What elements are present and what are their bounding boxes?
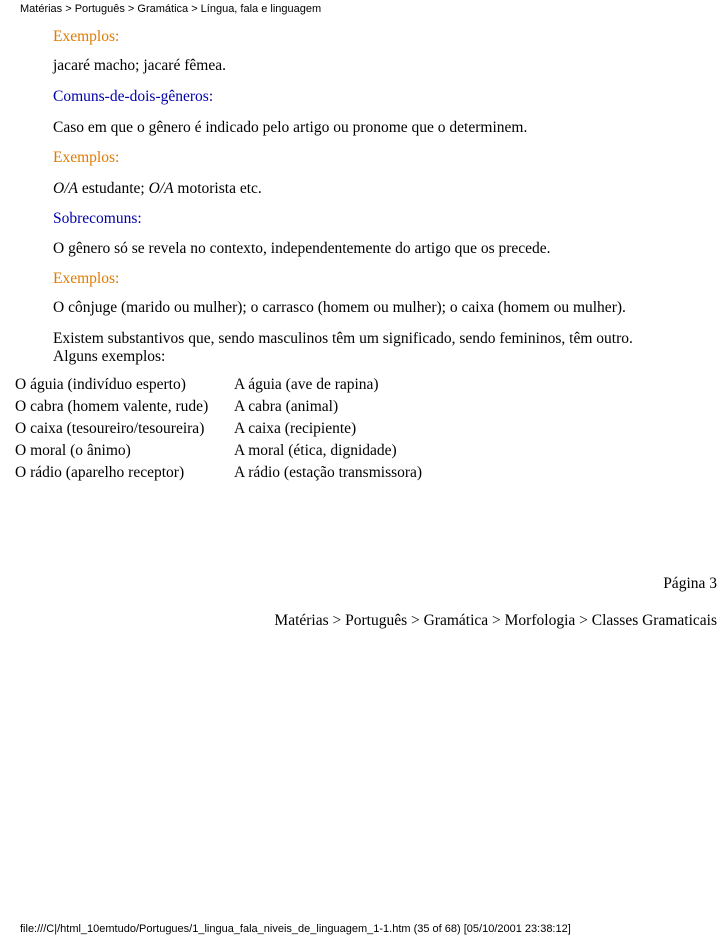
example-3: O cônjuge (marido ou mulher); o carrasco (homem ou mulher); o caixa (homem ou mulher). — [53, 299, 626, 316]
example-2 — [53, 180, 262, 198]
definition-comuns: Caso em que o gênero é indicado pelo artigo ou pronome que o determinem. — [53, 119, 528, 136]
masculine-meaning: O águia (indivíduo esperto) — [15, 376, 186, 393]
masculine-meaning: O rádio (aparelho receptor) — [15, 464, 185, 481]
examples-label-1: Exemplos: — [53, 28, 120, 45]
masculine-meaning: O cabra (homem valente, rude) — [15, 398, 209, 415]
intro-paragraph — [53, 330, 633, 366]
example-2-italic-b: O/A — [148, 180, 174, 197]
examples-label-2: Exemplos: — [53, 149, 120, 166]
masculine-meaning: O moral (o ânimo) — [15, 442, 131, 459]
masculine-meaning: O caixa (tesoureiro/tesoureira) — [15, 420, 205, 437]
example-1: jacaré macho; jacaré fêmea. — [53, 57, 226, 74]
intro-line-1: Existem substantivos que, sendo masculinos têm um significado, sendo femininos, têm outro. — [53, 330, 633, 347]
feminine-meaning: A rádio (estação transmissora) — [234, 464, 423, 481]
example-2-italic-a: O/A — [53, 180, 78, 197]
heading-comuns-de-dois-generos: Comuns-de-dois-gêneros: — [53, 88, 214, 105]
intro-line-2: Alguns exemplos: — [53, 348, 166, 365]
file-path: file:///C|/html_10emtudo/Portugues/1_lingua_fala_niveis_de_linguagem_1-1.htm (35 of 68) [05/10/2001 23:38:12] — [20, 923, 571, 935]
feminine-meaning: A cabra (animal) — [234, 398, 339, 415]
page-number: Página 3 — [663, 575, 717, 592]
footer-breadcrumb: Matérias > Português > Gramática > Morfologia > Classes Gramaticais — [274, 612, 717, 629]
feminine-meaning: A moral (ética, dignidade) — [234, 442, 397, 459]
header-breadcrumb: Matérias > Português > Gramática > Língua, fala e linguagem — [20, 3, 322, 15]
definition-sobrecomuns: O gênero só se revela no contexto, independentemente do artigo que os precede. — [53, 240, 551, 257]
feminine-meaning: A águia (ave de rapina) — [234, 376, 379, 393]
feminine-meaning: A caixa (recipiente) — [234, 420, 357, 437]
example-2-text-a: estudante; — [77, 180, 149, 197]
heading-sobrecomuns: Sobrecomuns: — [53, 210, 142, 227]
examples-label-3: Exemplos: — [53, 270, 120, 287]
example-2-text-b: motorista etc. — [173, 180, 262, 197]
